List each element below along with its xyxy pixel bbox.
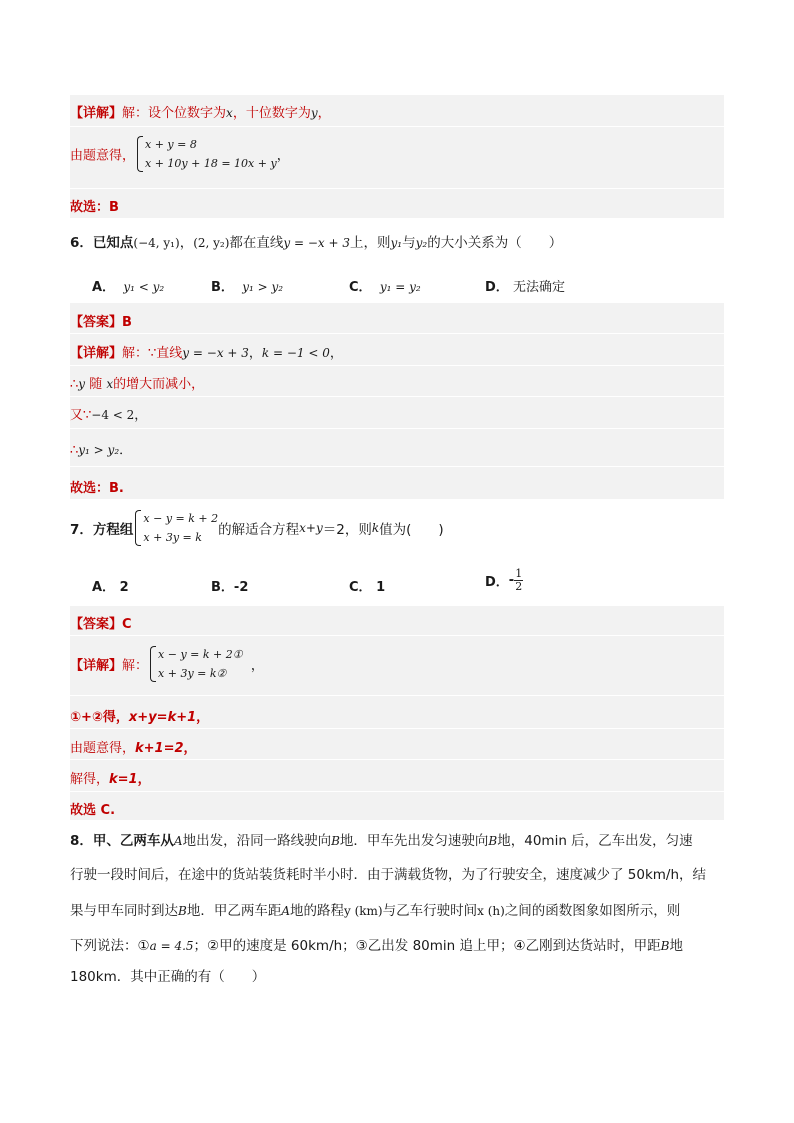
q6-option-c[interactable]: C． y₁ = y₂ <box>349 280 421 295</box>
q6-detail-line-3: 又∵−4 < 2， <box>70 408 148 423</box>
document-page <box>70 0 724 1123</box>
q7-detail-line-2: ①+②得，x+y=k+1， <box>70 710 210 725</box>
q8-stem-line-5: 180km．其中正确的有（ ） <box>70 969 266 985</box>
q5-answer-line: 故选：B <box>70 200 119 215</box>
q6-detail-line-2: ∴y 随 x的增大而减小， <box>70 377 205 392</box>
q7-option-d[interactable]: D．- $\frac{1}{2}$ <box>485 567 523 593</box>
q7-answer: 【答案】C <box>70 617 132 632</box>
q7-option-a[interactable]: A． 2 <box>92 580 129 595</box>
q5-system-line: 由题意得， x + y = 8 x + 10y + 18 = 10x + y ， <box>70 135 724 173</box>
q6-answer: 【答案】B <box>70 315 132 330</box>
q7-stem: 7．方程组 x − y = k + 2 x + 3y = k 的解适合方程x+y＝2，则k值为( ) <box>70 509 724 547</box>
q7-detail-line-4: 解得，k=1， <box>70 772 151 787</box>
q6-option-b[interactable]: B． y₁ > y₂ <box>211 280 284 295</box>
q6-option-a[interactable]: A． y₁ < y₂ <box>92 280 165 295</box>
q7-detail-line-1: 【详解】解： x − y = k + 2① x + 3y = k② ， <box>70 645 724 683</box>
q6-detail-line-5: 故选：B. <box>70 481 124 496</box>
q7-option-b[interactable]: B．-2 <box>211 580 249 595</box>
q7-detail-line-5: 故选 C. <box>70 803 116 818</box>
equation-system: x − y = k + 2 x + 3y = k <box>133 509 218 547</box>
q6-stem: 6．已知点(−4, y₁)，(2, y₂)都在直线y = −x + 3上，则y₁与y₂的大小关系为（ ） <box>70 235 563 251</box>
q8-stem-line-4: 下列说法：①a = 4.5；②甲的速度是 60km/h；③乙出发 80min 追上甲；④乙刚到达货站时，甲距B地 <box>70 938 683 954</box>
detail-label: 【详解】 <box>70 106 123 121</box>
q8-stem-line-3: 果与甲车同时到达B地．甲乙两车距A地的路程y (km)与乙车行驶时间x (h)之间的函数图象如图所示，则 <box>70 903 681 919</box>
fraction: $\frac{1}{2}$ <box>515 567 523 593</box>
q6-detail-line-1: 【详解】解：∵直线y = −x + 3，k = −1 < 0， <box>70 346 343 361</box>
q8-stem-line-2: 行驶一段时间后，在途中的货站装货耗时半小时．由于满载货物，为了行驶安全，速度减少了 50km/h，结 <box>70 867 707 883</box>
q6-detail-line-4: ∴y₁ > y₂． <box>70 443 133 458</box>
q6-option-d[interactable]: D． 无法确定 <box>485 280 565 295</box>
q7-option-c[interactable]: C． 1 <box>349 580 386 595</box>
equation-system: x − y = k + 2① x + 3y = k② <box>148 645 243 683</box>
q8-stem-line-1: 8．甲、乙两车从A地出发，沿同一路线驶向B地．甲车先出发匀速驶向B地，40min 后，乙车出发，匀速 <box>70 833 693 849</box>
q5-detail-line: 【详解】解：设个位数字为x，十位数字为y， <box>70 106 331 121</box>
equation-system: x + y = 8 x + 10y + 18 = 10x + y <box>135 135 277 173</box>
q7-detail-line-3: 由题意得，k+1=2， <box>70 741 197 756</box>
